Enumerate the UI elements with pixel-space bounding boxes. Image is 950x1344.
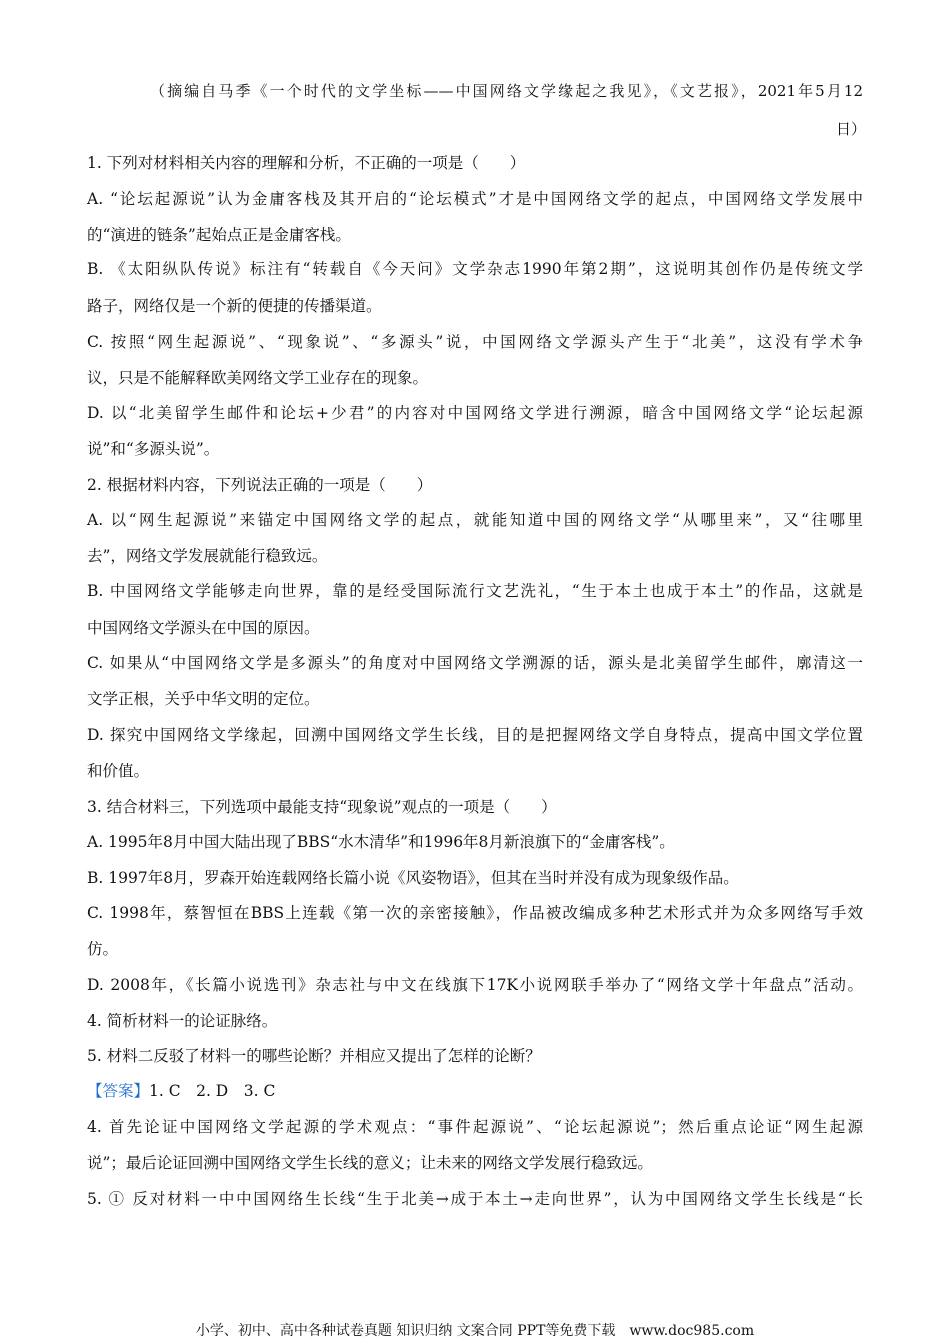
question-1-stem: 1. 下列对材料相关内容的理解和分析，不正确的一项是（ ） (87, 154, 526, 172)
question-1-option-c-cont: 议，只是不能解释欧美网络文学工业存在的现象。 (87, 369, 429, 387)
answer-mc: 1. C 2. D 3. C (149, 1082, 276, 1100)
question-3-option-a: A. 1995年8月中国大陆出现了BBS“水木清华”和1996年8月新浪旗下的“金庸客栈”。 (87, 833, 675, 851)
question-2-option-a-cont: 去”，网络文学发展就能行稳致远。 (87, 547, 328, 565)
question-2-option-c: C. 如果从“中国网络文学是多源头”的角度对中国网络文学溯源的话，源头是北美留学生邮件，廓清这一 (87, 654, 863, 672)
question-2-option-d-cont: 和价值。 (87, 762, 150, 780)
question-2-option-b: B. 中国网络文学能够走向世界，靠的是经受国际流行文艺洗礼，“生于本土也成于本土”的作品，这就是 (87, 582, 863, 600)
source-citation-line-2: 日） (836, 120, 867, 138)
footer-url[interactable]: www.doc985.com (629, 1323, 755, 1339)
question-1-option-d: D. 以“北美留学生邮件和论坛+少君”的内容对中国网络文学进行溯源，暗含中国网络文学“论坛起源 (87, 404, 863, 422)
question-5-stem: 5. 材料二反驳了材料一的哪些论断？并相应又提出了怎样的论断？ (87, 1047, 541, 1065)
question-2-option-d: D. 探究中国网络文学缘起，回溯中国网络文学生长线，目的是把握网络文学自身特点，提高中国文学位置 (87, 726, 863, 744)
question-3-option-d: D. 2008年，《长篇小说选刊》杂志社与中文在线旗下17K小说网联手举办了“网络文学十年盘点”活动。 (87, 976, 863, 994)
question-3-option-c: C. 1998年，蔡智恒在BBS上连载《第一次的亲密接触》，作品被改编成多种艺术形式并为众多网络写手效 (87, 904, 863, 922)
page-footer (0, 1322, 950, 1340)
question-1-option-a: A. “论坛起源说”认为金庸客栈及其开启的“论坛模式”才是中国网络文学的起点，中国网络文学发展中 (87, 190, 863, 208)
question-2-option-c-cont: 文学正根，关乎中华文明的定位。 (87, 690, 320, 708)
question-4-stem: 4. 简析材料一的论证脉络。 (87, 1012, 278, 1030)
answer-5: 5. ① 反对材料一中中国网络生长线“生于北美→成于本土→走向世界”，认为中国网络文学生长线是“长 (87, 1190, 863, 1208)
question-3-stem: 3. 结合材料三，下列选项中最能支持“现象说”观点的一项是（ ） (87, 798, 557, 816)
question-1-option-c: C. 按照“网生起源说”、“现象说”、“多源头”说，中国网络文学源头产生于“北美”，这没有学术争 (87, 333, 863, 351)
question-2-option-a: A. 以“网生起源说”来锚定中国网络文学的起点，就能知道中国的网络文学“从哪里来”，又“往哪里 (87, 511, 863, 529)
answer-4: 4. 首先论证中国网络文学起源的学术观点：“事件起源说”、“论坛起源说”；然后重点论证“网生起源 (87, 1118, 863, 1136)
question-2-stem: 2. 根据材料内容，下列说法正确的一项是（ ） (87, 476, 433, 494)
footer-text: 小学、初中、高中各种试卷真题 知识归纳 文案合同 PPT等免费下载 (195, 1323, 616, 1339)
question-1-option-b-cont: 路子，网络仅是一个新的便捷的传播渠道。 (87, 297, 382, 315)
question-1-option-a-cont: 的“演进的链条”起始点正是金庸客栈。 (87, 226, 351, 244)
source-citation-line-1: （摘编自马季《一个时代的文学坐标——中国网络文学缘起之我见》，《文艺报》，2021年5月12 (150, 82, 863, 100)
answer-tag: 【答案】 (87, 1082, 150, 1100)
answer-4-cont: 说”；最后论证回溯中国网络文学生长线的意义；让未来的网络文学发展行稳致远。 (87, 1154, 653, 1172)
question-3-option-c-cont: 仿。 (87, 940, 119, 958)
question-1-option-b: B. 《太阳纵队传说》标注有“转载自《今天问》文学杂志1990年第2期”，这说明其创作仍是传统文学 (87, 260, 863, 278)
answer-mc-line (87, 1080, 863, 1102)
question-1-option-d-cont: 说”和“多源头说”。 (87, 440, 220, 458)
question-2-option-b-cont: 中国网络文学源头在中国的原因。 (87, 619, 320, 637)
question-3-option-b: B. 1997年8月，罗森开始连载网络长篇小说《风姿物语》，但其在当时并没有成为现象级作品。 (87, 869, 739, 887)
